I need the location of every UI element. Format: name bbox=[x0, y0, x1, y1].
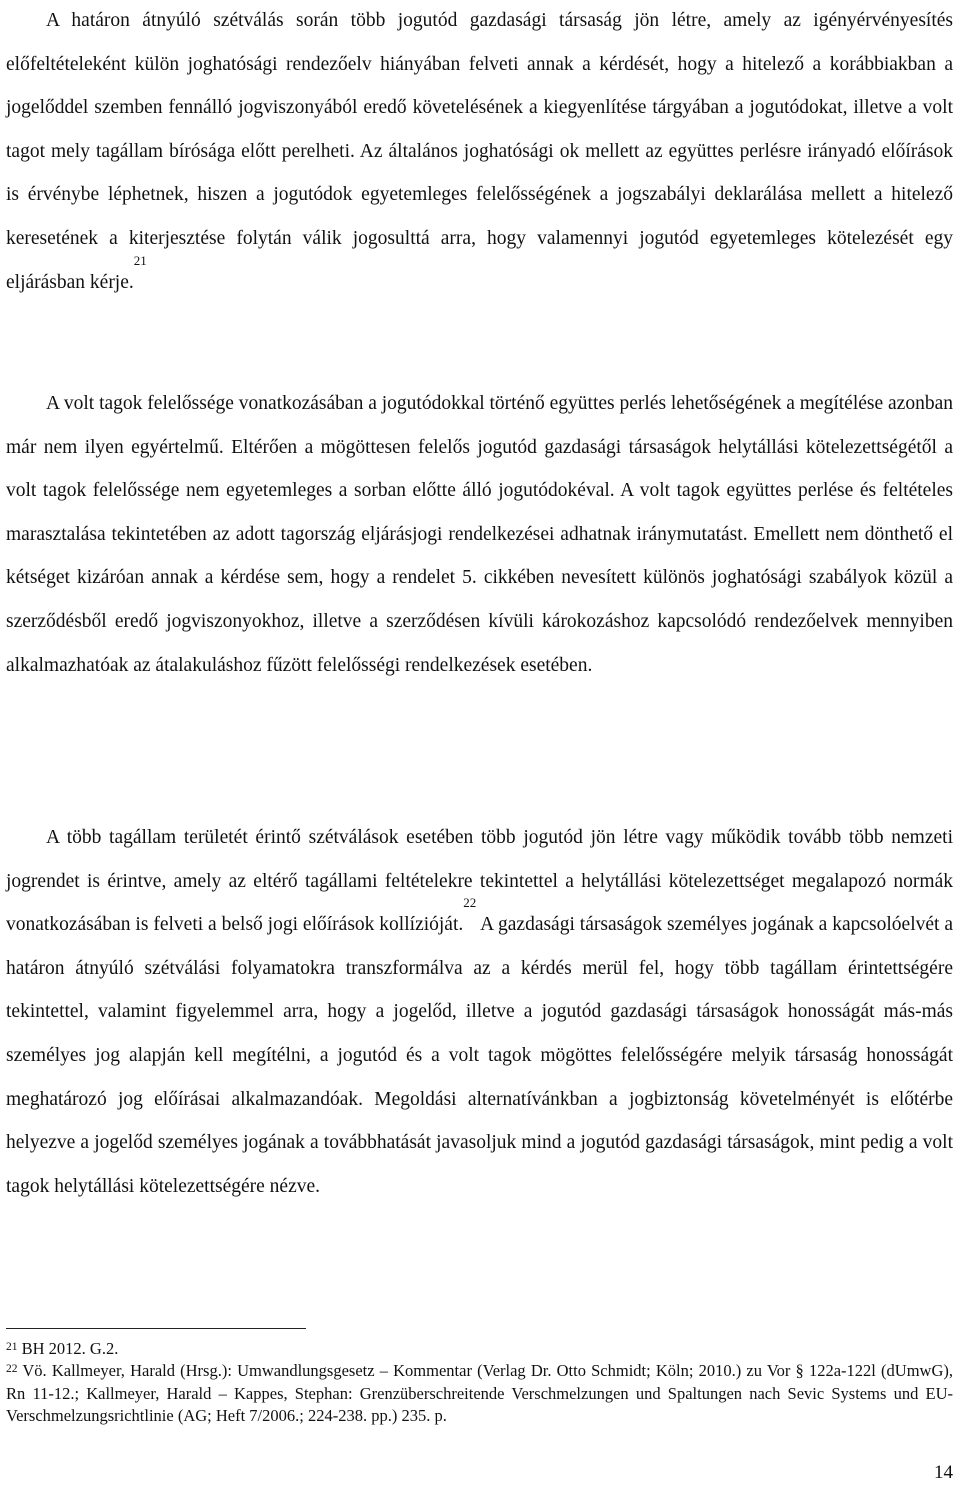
footnote-22-text: Vö. Kallmeyer, Harald (Hrsg.): Umwandlungsgesetz – Kommentar (Verlag Dr. Otto Schmidt; Köln; 2010.) zu Vor § 122a-122l (dUmwG), Rn 11-12.; Kallmeyer, Harald – Kappes, Stephan: Grenzüberschreitende Verschmelzungen und Spaltungen nach Sevic Systems und EU-Verschmelzungsrichtlinie (AG; Heft 7/2006.; 224-238. pp.) 235. p. bbox=[6, 1361, 953, 1426]
footnotes bbox=[6, 1338, 953, 1428]
footnote-21-text: BH 2012. G.2. bbox=[17, 1339, 119, 1358]
paragraph-1-text: A határon átnyúló szétválás során több jogutód gazdasági társaság jön létre, amely az igényérvényesítés előfeltételeként külön joghatósági rendezőelv hiányában felveti annak a kérdését, hogy a hitelező a korábbiakban a jogelőddel szemben fennálló jogviszonyából eredő követelésének a kiegyenlítése tárgyában a jogutódokat, illetve a volt tagot mely tagállam bírósága előtt perelheti. Az általános joghatósági ok mellett az együttes perlésre irányadó előírások is érvénybe léphetnek, hiszen a jogutódok egyetemleges felelősségének a jogszabályi deklarálása mellett a hitelező keresetének a kiterjesztése folytán válik jogosulttá arra, hogy valamennyi jogutód egyetemleges kötelezését egy eljárásban kérje. bbox=[6, 10, 953, 293]
footnote-21-number: 21 bbox=[6, 1341, 18, 1353]
footnote-22-number: 22 bbox=[6, 1363, 18, 1376]
paragraph-2-text: A volt tagok felelőssége vonatkozásában a jogutódokkal történő együttes perlés lehetőségének a megítélése azonban már nem ilyen egyértelmű. Eltérően a mögöttesen felelős jogutód gazdasági társaságok helytállási kötelezettségétől a volt tagok felelőssége nem egyetemleges a sorban előtte álló jogutódokéval. A volt tagok együttes perlése és feltételes marasztalása tekintetében az adott tagország eljárásjogi rendelkezései adhatnak iránymutatást. Emellett nem dönthető el kétséget kizáróan annak a kérdése sem, hogy a rendelet 5. cikkében nevesített különös joghatósági szabályok közül a szerződésből eredő jogviszonyokhoz, illetve a szerződésen kívüli károkozáshoz kapcsolódó rendezőelvek mennyiben alkalmazhatóak az átalakuláshoz fűzött felelősségi rendelkezések esetében. bbox=[6, 393, 953, 676]
footnote-ref-22: 22 bbox=[463, 895, 477, 911]
footnote-21 bbox=[6, 1338, 953, 1360]
page-number: 14 bbox=[934, 1462, 953, 1483]
paragraph-1 bbox=[6, 0, 953, 304]
paragraph-3-text-after: A gazdasági társaságok személyes jogának a kapcsolóelvét a határon átnyúló szétválási folyamatokra transzformálva az a kérdés merül fel, hogy több tagállam érintettségére tekintettel, valamint figyelemmel arra, hogy a jogelőd, illetve a jogutód gazdasági társaságok honosságát más-más személyes jog alapján kell megítélni, a jogutód és a volt tagok mögöttes felelősségére melyik társaság honosságát meghatározó jog előírásai alkalmazandóak. Megoldási alternatívánkban a jogbiztonság követelményét is előtérbe helyezve a jogelőd személyes jogának a továbbhatását javasoljuk mind a jogutód gazdasági társaságok, mint pedig a volt tagok helytállási kötelezettségére nézve. bbox=[6, 914, 954, 1197]
paragraph-2 bbox=[6, 382, 953, 687]
footnote-22 bbox=[6, 1360, 953, 1427]
footnote-ref-21: 21 bbox=[133, 252, 147, 268]
footnote-separator bbox=[6, 1328, 306, 1329]
paragraph-3 bbox=[6, 816, 953, 1208]
paragraph-3-text-before: A több tagállam területét érintő szétválások esetében több jogutód jön létre vagy működik tovább több nemzeti jogrendet is érintve, amely az eltérő tagállami feltételekre tekintettel a helytállási kötelezettséget megalapozó normák vonatkozásában is felveti a belső jogi előírások kollízióját. bbox=[6, 827, 953, 936]
